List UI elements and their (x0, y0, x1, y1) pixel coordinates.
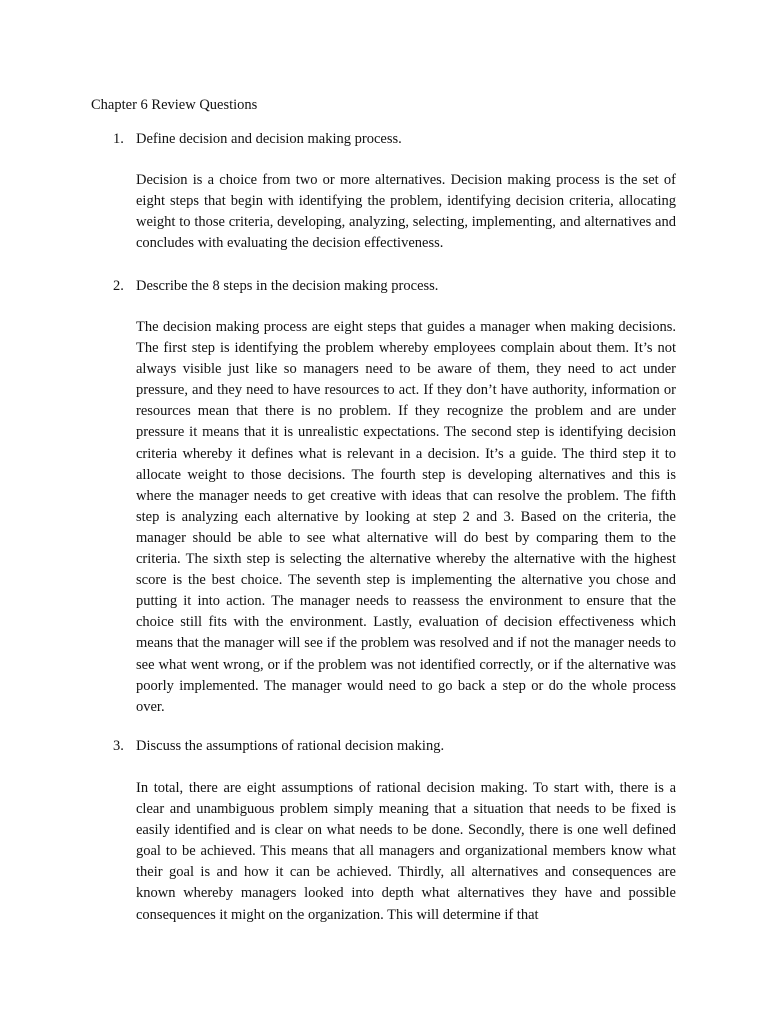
document-title: Chapter 6 Review Questions (91, 97, 258, 113)
question-text: Describe the 8 steps in the decision making process. (136, 278, 439, 294)
question-number: 3. (113, 738, 124, 754)
answer-paragraph: The decision making process are eight steps that guides a manager when making decisions. The first step is identifying the problem whereby employees complain about them. It’s not always visible just like so managers need to be aware of them, they need to act under pressure, and they need to have resources to act. If they don’t have authority, information or resources mean that there is no problem. If they recognize the problem and are under pressure it means that it is unrealistic expectations. The second step is identifying decision criteria whereby it defines what is relevant in a decision. It’s a guide. The third step it to allocate weight to those decisions. The fourth step is developing alternatives and this is where the manager needs to get creative with ideas that can resolve the problem. The fifth step is analyzing each alternative by looking at step 2 and 3. Based on the criteria, the manager should be able to see what alternative will do best by comparing them to the criteria. The sixth step is selecting the alternative whereby the alternative with the highest score is the best choice. The seventh step is implementing the alternative you chose and putting it into action. The manager needs to reassess the environment to ensure that the choice still fits with the environment. Lastly, evaluation of decision effectiveness which means that the manager will see if the problem was resolved and if not the manager needs to see what went wrong, or if the problem was not identified correctly, or if the alternative was poorly implemented. The manager would need to go back a step or do the whole process over. (136, 319, 676, 715)
question-number: 2. (113, 278, 124, 294)
answer-paragraph: In total, there are eight assumptions of rational decision making. To start with, there is a clear and unambiguous problem simply meaning that a situation that needs to be fixed is easily identified and is clear on what needs to be done. Secondly, there is one well defined goal to be achieved. This means that all managers and organizational members know what their goal is and how it can be achieved. Thirdly, all alternatives and consequences are known whereby managers looked into depth what alternatives they have and possible consequences it might on the organization. This will determine if that (136, 780, 676, 923)
question-text: Define decision and decision making process. (136, 131, 402, 147)
question-number: 1. (113, 131, 124, 147)
question-text: Discuss the assumptions of rational decision making. (136, 738, 445, 754)
answer-paragraph: Decision is a choice from two or more alternatives. Decision making process is the set of eight steps that begin with identifying the problem, identifying decision criteria, allocating weight to those criteria, developing, analyzing, selecting, implementing, and alternatives and concludes with evaluating the decision effectiveness. (136, 172, 676, 252)
